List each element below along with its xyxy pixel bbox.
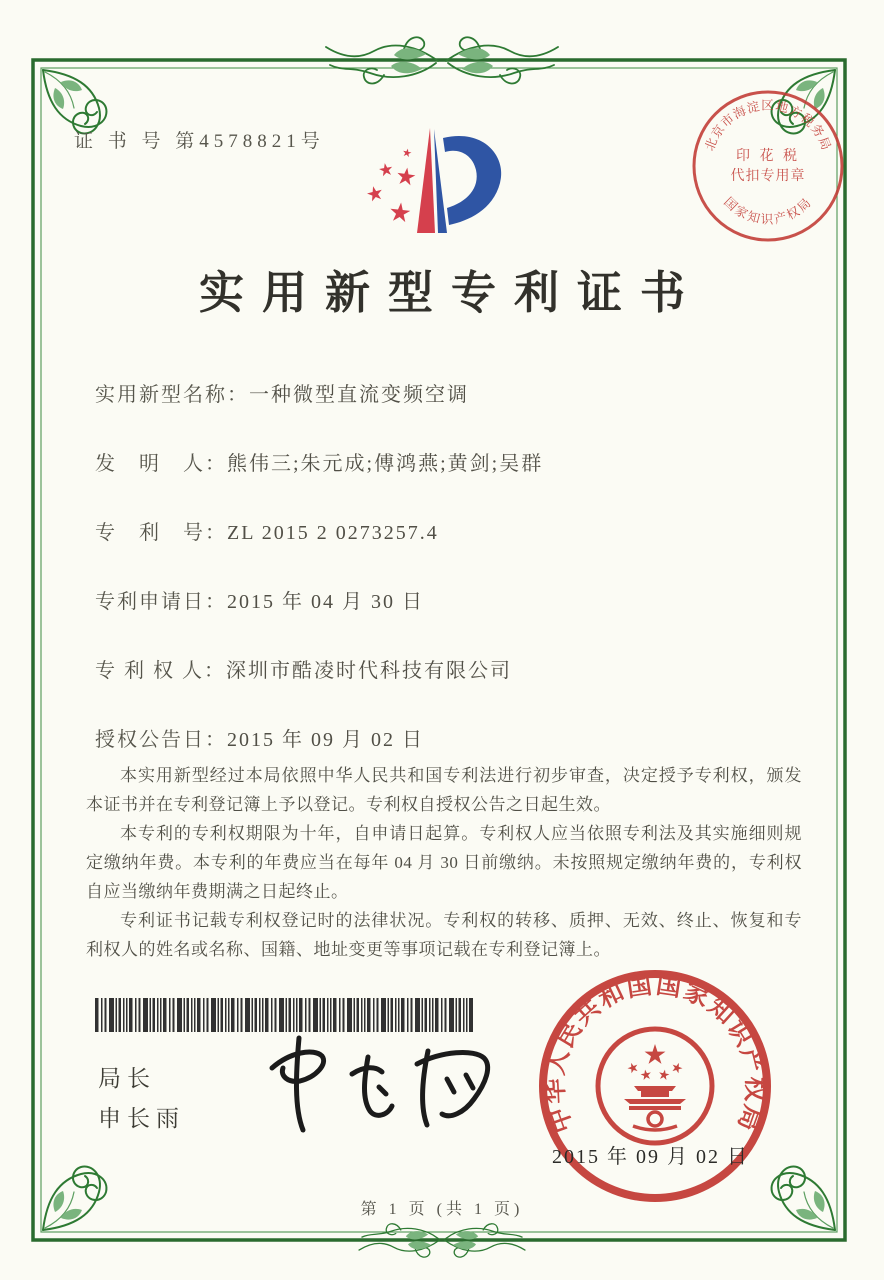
field-label: 专 利 号： (95, 522, 227, 544)
tax-seal-center-line1: 印 花 税 (736, 149, 800, 164)
certificate-body (86, 761, 802, 964)
director-name: 申长雨 (98, 1106, 185, 1131)
field-label: 发 明 人： (95, 453, 227, 475)
field-label: 授权公告日： (95, 729, 227, 751)
logo-red-wedge (417, 128, 435, 233)
field-row-patent-number (95, 516, 775, 585)
field-label: 专 利 权 人： (95, 660, 226, 682)
tax-seal-center-line2: 代扣专用章 (730, 169, 806, 184)
director-title: 局长 (98, 1066, 156, 1091)
body-paragraph: 专利证书记载专利权登记时的法律状况。专利权的转移、质押、无效、终止、恢复和专利权人的姓名或名称、国籍、地址变更等事项记载在专利登记簿上。 (86, 911, 802, 959)
seal-date: 2015 年 09 月 02 日 (552, 1146, 749, 1168)
field-value: 一种微型直流变频空调 (249, 384, 469, 406)
body-paragraph: 本专利的专利权期限为十年，自申请日起算。专利权人应当依照专利法及其实施细则规定缴纳年费。本专利的年费应当在每年 04 月 30 日前缴纳。未按照规定缴纳年费的，专利权自应当缴纳年费期满之日起终止。 (86, 824, 802, 901)
tax-seal-arc-bottom: 国家知识产权局 (721, 194, 815, 227)
tax-seal-arc-top: 北京市海淀区地方税务局 (702, 98, 834, 153)
body-paragraph: 本实用新型经过本局依照中华人民共和国专利法进行初步审查，决定授予专利权，颁发本证书并在专利登记簿上予以登记。专利权自授权公告之日起生效。 (86, 766, 802, 814)
field-row-filing-date (95, 585, 775, 654)
page-footer: 第 1 页 (共 1 页) (360, 1201, 524, 1218)
certificate-title: 实用新型专利证书 (198, 268, 703, 318)
field-value: 熊伟三;朱元成;傅鸿燕;黄剑;吴群 (227, 453, 544, 475)
field-value: 2015 年 04 月 30 日 (227, 591, 424, 613)
field-label: 实用新型名称： (95, 384, 249, 406)
svg-text:国家知识产权局 (721, 195, 815, 227)
field-value: 2015 年 09 月 02 日 (227, 729, 424, 751)
director-signature (252, 1022, 512, 1142)
logo-p-bowl (443, 136, 501, 225)
field-row-name (95, 378, 775, 447)
tax-stamp-seal (686, 84, 850, 248)
field-value: ZL 2015 2 0273257.4 (227, 522, 439, 544)
certificate-fields (95, 378, 775, 792)
official-seal-arc-text: 中华人民共和国国家知识产权局 (541, 971, 769, 1137)
field-label: 专利申请日： (95, 591, 227, 613)
national-emblem-icon (598, 1029, 712, 1143)
official-seal (534, 965, 776, 1207)
logo-stars (366, 148, 417, 223)
field-value: 深圳市酷凌时代科技有限公司 (226, 660, 512, 682)
cnipa-logo-icon (353, 120, 568, 255)
cert-number: 证 书 号 第4578821号 (74, 131, 325, 152)
field-row-patentee (95, 654, 775, 723)
field-row-inventors (95, 447, 775, 516)
